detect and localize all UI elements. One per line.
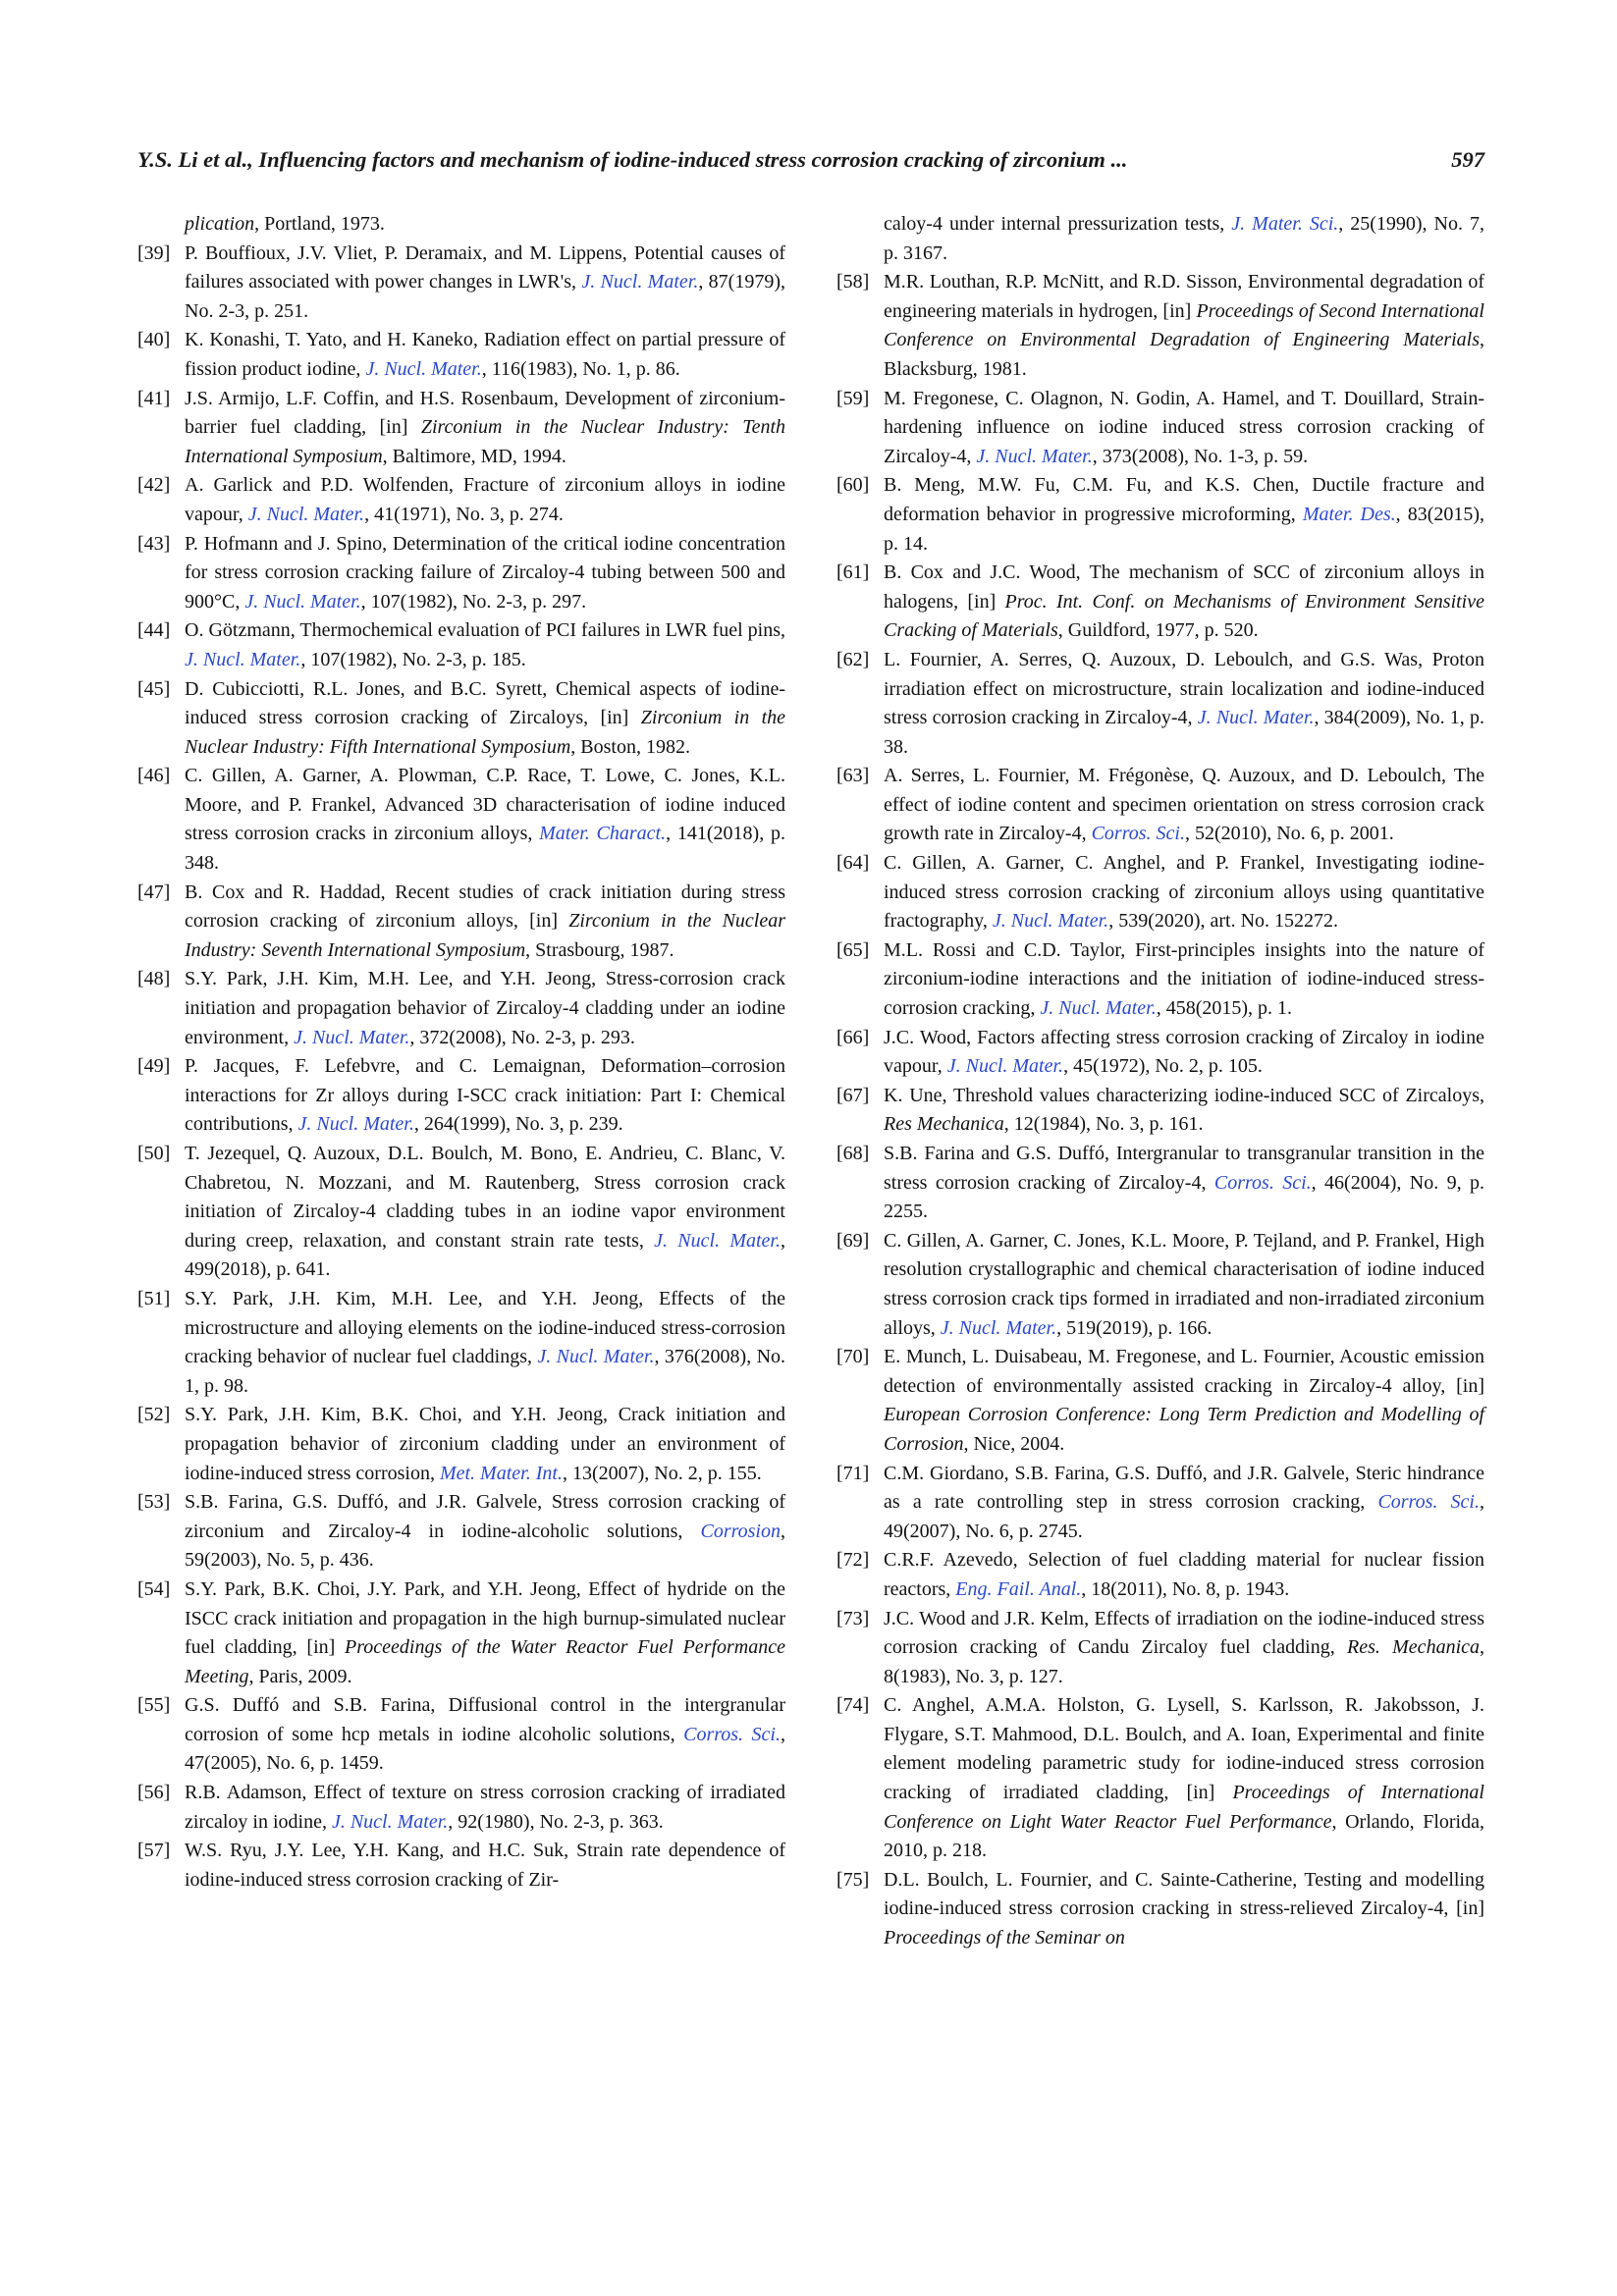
reference-item bbox=[836, 646, 1484, 762]
reference-number: [65] bbox=[836, 938, 870, 961]
reference-text: B. Cox and R. Haddad, Recent studies of crack initiation during stress corrosion cracking of zirconium alloys, [in] bbox=[185, 881, 785, 933]
journal-link[interactable]: J. Nucl. Mater. bbox=[247, 503, 365, 525]
reference-item bbox=[137, 1140, 785, 1285]
reference-item bbox=[836, 1605, 1484, 1692]
reference-number: [71] bbox=[836, 1462, 870, 1484]
reference-item bbox=[836, 1140, 1484, 1227]
reference-number: [47] bbox=[137, 881, 171, 903]
reference-details: , 46(2004), No. 9, p. 2255. bbox=[884, 1171, 1484, 1223]
journal-link[interactable]: J. Nucl. Mater. bbox=[654, 1229, 781, 1252]
reference-text: P. Hofmann and J. Spino, Determination of the critical iodine concentration for stress corrosion cracking failure of Zircaloy-4 tubing between 500 and 900°C, bbox=[185, 532, 785, 613]
reference-text: J.S. Armijo, L.F. Coffin, and H.S. Rosenbaum, Development of zirconium-barrier fuel cladding, [in] bbox=[185, 387, 785, 439]
running-title bbox=[137, 145, 1127, 175]
reference-details: , 92(1980), No. 2-3, p. 363. bbox=[448, 1810, 664, 1833]
reference-details: , 458(2015), p. 1. bbox=[1156, 997, 1293, 1020]
reference-details: , Strasbourg, 1987. bbox=[525, 938, 674, 961]
reference-details: , 372(2008), No. 2-3, p. 293. bbox=[409, 1026, 635, 1048]
reference-text: E. Munch, L. Duisabeau, M. Fregonese, and L. Fournier, Acoustic emission detection of environmentally assisted cracking in Zircaloy-4 alloy, [in] bbox=[884, 1346, 1484, 1397]
reference-number: [41] bbox=[137, 387, 171, 409]
reference-item bbox=[137, 471, 785, 529]
journal-link[interactable]: Corros. Sci. bbox=[1213, 1171, 1312, 1194]
reference-details: , 141(2018), p. 348. bbox=[185, 823, 785, 875]
reference-item bbox=[137, 1285, 785, 1401]
reference-details: , 107(1982), No. 2-3, p. 185. bbox=[300, 648, 526, 670]
reference-venue: Proceedings of International Conference on Light Water Reactor Fuel Performance bbox=[884, 1782, 1484, 1833]
reference-item bbox=[137, 879, 785, 966]
reference-item bbox=[137, 1779, 785, 1837]
reference-venue: Zirconium in the Nuclear Industry: Tenth International Symposium bbox=[185, 416, 785, 467]
reference-text: M.R. Louthan, R.P. McNitt, and R.D. Sisson, Environmental degradation of engineering materials in hydrogen, [in] bbox=[884, 271, 1484, 322]
reference-item bbox=[836, 1227, 1484, 1343]
reference-item bbox=[137, 385, 785, 472]
journal-link[interactable]: Corros. Sci. bbox=[1091, 823, 1185, 845]
reference-number: [58] bbox=[836, 271, 870, 294]
reference-details: , 519(2019), p. 166. bbox=[1056, 1316, 1213, 1339]
reference-details: , 8(1983), No. 3, p. 127. bbox=[884, 1636, 1484, 1687]
left-column bbox=[137, 210, 785, 1895]
continued-reference bbox=[137, 210, 785, 240]
reference-details: , Blacksburg, 1981. bbox=[884, 329, 1484, 380]
journal-link[interactable]: J. Nucl. Mater. bbox=[244, 590, 361, 613]
reference-venue: Proceedings of Second International Conference on Environmental Degradation of Engineering Materials bbox=[884, 299, 1484, 351]
reference-details: , 52(2010), No. 6, p. 2001. bbox=[1184, 823, 1394, 845]
continued-reference bbox=[836, 210, 1484, 268]
reference-text: J.C. Wood and J.R. Kelm, Effects of irradiation on the iodine-induced stress corrosion cracking of Candu Zircaloy fuel cladding, bbox=[884, 1607, 1484, 1659]
header-authors: Y.S. Li et al., bbox=[137, 147, 253, 172]
reference-text: D. Cubicciotti, R.L. Jones, and B.C. Syrett, Chemical aspects of iodine-induced stress corrosion cracking of Zircaloys, [in] bbox=[185, 677, 785, 729]
reference-number: [61] bbox=[836, 561, 870, 584]
continued-text-end: , 25(1990), No. 7, p. 3167. bbox=[884, 213, 1484, 264]
reference-text: P. Jacques, F. Lefebvre, and C. Lemaignan, Deformation–corrosion interactions for Zr alloys during I-SCC crack initiation: Part I: Chemical contributions, bbox=[185, 1055, 785, 1136]
reference-venue: Proc. Int. Conf. on Mechanisms of Environment Sensitive Cracking of Materials bbox=[884, 590, 1484, 642]
reference-item bbox=[836, 1546, 1484, 1604]
reference-number: [72] bbox=[836, 1549, 870, 1572]
reference-text: S.B. Farina and G.S. Duffó, Intergranular to transgranular transition in the stress corrosion cracking of Zircaloy-4, bbox=[884, 1143, 1484, 1194]
journal-link[interactable]: Corros. Sci. bbox=[1377, 1491, 1480, 1514]
right-column bbox=[836, 210, 1484, 1953]
reference-details: , 59(2003), No. 5, p. 436. bbox=[185, 1520, 785, 1572]
reference-text: M. Fregonese, C. Olagnon, N. Godin, A. Hamel, and T. Douillard, Strain-hardening influence on iodine induced stress corrosion cracking of Zircaloy-4, bbox=[884, 387, 1484, 467]
reference-text: B. Cox and J.C. Wood, The mechanism of SCC of zirconium alloys in halogens, [in] bbox=[884, 561, 1484, 613]
journal-link[interactable]: J. Nucl. Mater. bbox=[1197, 707, 1315, 729]
reference-number: [63] bbox=[836, 765, 870, 787]
reference-details: , 116(1983), No. 1, p. 86. bbox=[481, 357, 680, 380]
reference-item bbox=[137, 1837, 785, 1895]
journal-link[interactable]: J. Nucl. Mater. bbox=[581, 271, 699, 294]
reference-number: [42] bbox=[137, 474, 171, 497]
reference-item bbox=[137, 530, 785, 617]
reference-item bbox=[137, 616, 785, 674]
reference-text: W.S. Ryu, J.Y. Lee, Y.H. Kang, and H.C. Suk, Strain rate dependence of iodine-induced stress corrosion cracking of Zir- bbox=[185, 1840, 785, 1891]
reference-item bbox=[836, 1024, 1484, 1082]
reference-number: [68] bbox=[836, 1143, 870, 1164]
reference-text: D.L. Boulch, L. Fournier, and C. Sainte-Catherine, Testing and modelling iodine-induced stress corrosion cracking in stress-relieved Zircaloy-4, [in] bbox=[884, 1868, 1484, 1920]
reference-venue: Zirconium in the Nuclear Industry: Fifth International Symposium bbox=[185, 707, 786, 758]
reference-number: [53] bbox=[137, 1491, 171, 1514]
reference-details: , 539(2020), art. No. 152272. bbox=[1108, 910, 1339, 933]
reference-number: [40] bbox=[137, 329, 171, 351]
reference-text: G.S. Duffó and S.B. Farina, Diffusional control in the intergranular corrosion of some hcp metals in iodine alcoholic solutions, bbox=[185, 1694, 785, 1745]
journal-link[interactable]: J. Nucl. Mater. bbox=[992, 910, 1109, 933]
reference-item bbox=[836, 936, 1484, 1024]
reference-number: [48] bbox=[137, 968, 171, 990]
reference-number: [56] bbox=[137, 1782, 171, 1804]
reference-item bbox=[836, 1460, 1484, 1547]
reference-details: , Baltimore, MD, 1994. bbox=[382, 445, 566, 467]
reference-number: [52] bbox=[137, 1404, 171, 1426]
journal-link[interactable]: J. Nucl. Mater. bbox=[365, 357, 482, 380]
continued-text: , Portland, 1973. bbox=[254, 213, 385, 235]
reference-number: [64] bbox=[836, 852, 870, 875]
reference-item bbox=[836, 385, 1484, 472]
journal-link[interactable]: J. Nucl. Mater. bbox=[331, 1810, 449, 1833]
reference-item bbox=[137, 762, 785, 878]
reference-list-right bbox=[836, 268, 1484, 1952]
journal-link[interactable]: Corrosion bbox=[700, 1520, 781, 1542]
reference-text: S.B. Farina, G.S. Duffó, and J.R. Galvele, Stress corrosion cracking of zirconium and Zircaloy-4 in iodine-alcoholic solutions, bbox=[185, 1491, 785, 1542]
reference-item bbox=[137, 1691, 785, 1779]
reference-details: , 107(1982), No. 2-3, p. 297. bbox=[360, 590, 587, 613]
reference-number: [45] bbox=[137, 677, 171, 700]
reference-details: , Boston, 1982. bbox=[570, 735, 690, 758]
reference-text: O. Götzmann, Thermochemical evaluation of PCI failures in LWR fuel pins, bbox=[185, 619, 785, 642]
journal-link[interactable]: J. Nucl. Mater. bbox=[1040, 997, 1157, 1020]
reference-number: [54] bbox=[137, 1577, 171, 1600]
reference-number: [66] bbox=[836, 1026, 870, 1048]
reference-text: S.Y. Park, J.H. Kim, M.H. Lee, and Y.H. Jeong, Stress-corrosion crack initiation and propagation behavior of Zircaloy-4 cladding under an iodine environment, bbox=[185, 968, 785, 1048]
reference-item bbox=[137, 240, 785, 327]
journal-link[interactable]: Eng. Fail. Anal. bbox=[955, 1577, 1082, 1600]
reference-details: , 13(2007), No. 2, p. 155. bbox=[562, 1462, 762, 1484]
reference-item bbox=[137, 675, 785, 763]
reference-text: T. Jezequel, Q. Auzoux, D.L. Boulch, M. Bono, E. Andrieu, C. Blanc, V. Chabretou, N. Mozzani, and M. Rautenberg, Stress corrosion crack initiation of Zircaloy-4 cladding tubes in an iodine vapor environment during creep, relaxation, and constant strain rate tests, bbox=[185, 1143, 785, 1252]
reference-details: , Orlando, Florida, 2010, p. 218. bbox=[884, 1810, 1484, 1862]
reference-number: [59] bbox=[836, 387, 870, 409]
journal-link[interactable]: Mater. Des. bbox=[1302, 503, 1396, 525]
reference-number: [60] bbox=[836, 474, 870, 497]
reference-number: [39] bbox=[137, 241, 171, 264]
reference-text: C. Gillen, A. Garner, C. Anghel, and P. Frankel, Investigating iodine-induced stress corrosion cracking of zirconium alloys using quantitative fractography, bbox=[884, 852, 1484, 933]
reference-number: [75] bbox=[836, 1868, 870, 1891]
reference-details: , 83(2015), p. 14. bbox=[884, 503, 1485, 555]
journal-link[interactable]: Mater. Charact. bbox=[539, 823, 667, 845]
reference-item bbox=[137, 965, 785, 1052]
reference-number: [73] bbox=[836, 1607, 870, 1629]
reference-text: M.L. Rossi and C.D. Taylor, First-principles insights into the nature of zirconium-iodine interactions and the initiation of iodine-induced stress-corrosion cracking, bbox=[884, 938, 1484, 1020]
reference-venue: Zirconium in the Nuclear Industry: Seventh International Symposium bbox=[185, 910, 786, 961]
reference-details: , 87(1979), No. 2-3, p. 251. bbox=[185, 271, 785, 322]
reference-venue: Res Mechanica bbox=[884, 1113, 1004, 1136]
journal-link[interactable]: Met. Mater. Int. bbox=[439, 1462, 563, 1484]
reference-details: , 45(1972), No. 2, p. 105. bbox=[1063, 1055, 1263, 1078]
reference-number: [67] bbox=[836, 1084, 870, 1106]
reference-item bbox=[836, 1082, 1484, 1140]
page-number: 597 bbox=[1451, 147, 1484, 172]
reference-details: , 264(1999), No. 3, p. 239. bbox=[413, 1113, 623, 1136]
journal-link[interactable]: J. Nucl. Mater. bbox=[946, 1055, 1064, 1078]
journal-link[interactable]: J. Nucl. Mater. bbox=[976, 445, 1093, 467]
reference-item bbox=[836, 268, 1484, 384]
reference-text: R.B. Adamson, Effect of texture on stress corrosion cracking of irradiated zircaloy in iodine, bbox=[185, 1782, 785, 1833]
reference-text: S.Y. Park, J.H. Kim, B.K. Choi, and Y.H. Jeong, Crack initiation and propagation behavior of zirconium cladding under an environment of iodine-induced stress corrosion, bbox=[185, 1404, 785, 1484]
reference-item bbox=[137, 1575, 785, 1691]
reference-text: C.M. Giordano, S.B. Farina, G.S. Duffó, and J.R. Galvele, Steric hindrance as a rate controlling step in stress corrosion cracking, bbox=[884, 1462, 1484, 1514]
reference-item bbox=[836, 1343, 1484, 1459]
reference-details: , Guildford, 1977, p. 520. bbox=[1057, 619, 1259, 642]
reference-details: , 47(2005), No. 6, p. 1459. bbox=[185, 1723, 785, 1775]
reference-text: S.Y. Park, B.K. Choi, J.Y. Park, and Y.H. Jeong, Effect of hydride on the ISCC crack initiation and propagation in the high burnup-simulated nuclear fuel cladding, [in] bbox=[185, 1577, 785, 1659]
reference-number: [44] bbox=[137, 619, 171, 642]
reference-number: [51] bbox=[137, 1287, 171, 1309]
reference-details: , 376(2008), No. 1, p. 98. bbox=[185, 1346, 786, 1397]
reference-venue: European Corrosion Conference: Long Term Prediction and Modelling of Corrosion bbox=[884, 1404, 1484, 1455]
reference-details: , Paris, 2009. bbox=[248, 1665, 352, 1687]
reference-number: [62] bbox=[836, 648, 870, 670]
journal-link[interactable]: J. Nucl. Mater. bbox=[294, 1026, 410, 1048]
reference-text: P. Bouffioux, J.V. Vliet, P. Deramaix, and M. Lippens, Potential causes of failures associated with power changes in LWR's, bbox=[185, 241, 785, 294]
reference-text: J.C. Wood, Factors affecting stress corrosion cracking of Zircaloy in iodine vapour, bbox=[884, 1026, 1484, 1078]
reference-details: , 18(2011), No. 8, p. 1943. bbox=[1081, 1577, 1290, 1600]
reference-details: , Nice, 2004. bbox=[963, 1432, 1065, 1455]
header-title: Influencing factors and mechanism of iodine-induced stress corrosion cracking of zirconium ... bbox=[258, 147, 1128, 172]
reference-item bbox=[836, 1866, 1484, 1953]
reference-number: [55] bbox=[137, 1694, 171, 1717]
continued-text-italic: plication bbox=[185, 213, 255, 235]
reference-text: L. Fournier, A. Serres, Q. Auzoux, D. Leboulch, and G.S. Was, Proton irradiation effect on microstructure, strain localization and iodine-induced stress corrosion cracking in Zircaloy-4, bbox=[884, 648, 1484, 729]
reference-item bbox=[836, 471, 1484, 559]
reference-details: , 384(2009), No. 1, p. 38. bbox=[884, 707, 1485, 758]
journal-link[interactable]: J. Nucl. Mater. bbox=[537, 1346, 655, 1368]
reference-text: A. Garlick and P.D. Wolfenden, Fracture of zirconium alloys in iodine vapour, bbox=[185, 474, 785, 525]
reference-text: K. Konashi, T. Yato, and H. Kaneko, Radiation effect on partial pressure of fission product iodine, bbox=[185, 329, 785, 380]
reference-text: K. Une, Threshold values characterizing iodine-induced SCC of Zircaloys, bbox=[884, 1084, 1484, 1106]
reference-item bbox=[836, 849, 1484, 936]
reference-number: [49] bbox=[137, 1055, 171, 1078]
reference-venue: Proceedings of the Seminar on bbox=[884, 1927, 1125, 1949]
journal-link[interactable]: J. Mater. Sci. bbox=[1231, 213, 1339, 235]
journal-link[interactable]: Corros. Sci. bbox=[683, 1723, 781, 1745]
reference-list-left bbox=[137, 240, 785, 1896]
reference-number: [43] bbox=[137, 532, 171, 555]
journal-link[interactable]: J. Nucl. Mater. bbox=[297, 1113, 414, 1136]
reference-details: , 49(2007), No. 6, p. 2745. bbox=[884, 1491, 1484, 1542]
reference-item bbox=[137, 1488, 785, 1575]
reference-text: C.R.F. Azevedo, Selection of fuel cladding material for nuclear fission reactors, bbox=[884, 1549, 1484, 1600]
continued-text: caloy-4 under internal pressurization tests, bbox=[884, 213, 1232, 235]
reference-text: C. Anghel, A.M.A. Holston, G. Lysell, S. Karlsson, R. Jakobsson, J. Flygare, S.T. Mahmood, D.L. Boulch, and A. Ioan, Experimental and finite element modeling parametric study for iodine-induced stress corrosion cracking of irradiated cladding, [in] bbox=[884, 1694, 1484, 1804]
reference-details: , 499(2018), p. 641. bbox=[185, 1229, 785, 1281]
reference-venue: Res. Mechanica bbox=[1346, 1636, 1480, 1659]
reference-item bbox=[137, 326, 785, 384]
reference-text: A. Serres, L. Fournier, M. Frégonèse, Q. Auzoux, and D. Leboulch, The effect of iodine content and specimen orientation on stress corrosion crack growth rate in Zircaloy-4, bbox=[884, 765, 1484, 845]
journal-link[interactable]: J. Nucl. Mater. bbox=[185, 648, 301, 670]
reference-number: [50] bbox=[137, 1143, 171, 1164]
running-header bbox=[137, 145, 1484, 175]
reference-number: [70] bbox=[836, 1346, 870, 1368]
reference-number: [74] bbox=[836, 1694, 870, 1717]
reference-text: C. Gillen, A. Garner, C. Jones, K.L. Moore, P. Tejland, and P. Frankel, High resolution crystallographic and chemical characterisation of iodine induced stress corrosion crack tips formed in irradiated and non-irradiated zirconium alloys, bbox=[884, 1229, 1484, 1339]
journal-link[interactable]: J. Nucl. Mater. bbox=[940, 1316, 1057, 1339]
reference-text: B. Meng, M.W. Fu, C.M. Fu, and K.S. Chen, Ductile fracture and deformation behavior in progressive microforming, bbox=[884, 474, 1484, 525]
reference-text: C. Gillen, A. Garner, A. Plowman, C.P. Race, T. Lowe, C. Jones, K.L. Moore, and P. Frankel, Advanced 3D characterisation of iodine induced stress corrosion cracks in zirconium alloys, bbox=[185, 765, 785, 845]
reference-number: [57] bbox=[137, 1840, 171, 1862]
reference-item bbox=[137, 1401, 785, 1488]
reference-venue: Proceedings of the Water Reactor Fuel Performance Meeting bbox=[185, 1636, 785, 1687]
reference-item bbox=[137, 1052, 785, 1140]
reference-item bbox=[836, 1691, 1484, 1866]
reference-number: [46] bbox=[137, 765, 171, 787]
reference-number: [69] bbox=[836, 1229, 870, 1252]
reference-item bbox=[836, 559, 1484, 646]
reference-item bbox=[836, 762, 1484, 849]
reference-details: , 373(2008), No. 1-3, p. 59. bbox=[1092, 445, 1309, 467]
reference-details: , 12(1984), No. 3, p. 161. bbox=[1003, 1113, 1204, 1136]
reference-text: S.Y. Park, J.H. Kim, M.H. Lee, and Y.H. Jeong, Effects of the microstructure and alloying elements on the iodine-induced stress-corrosion cracking behavior of nuclear fuel claddings, bbox=[185, 1287, 785, 1368]
reference-details: , 41(1971), No. 3, p. 274. bbox=[364, 503, 564, 525]
